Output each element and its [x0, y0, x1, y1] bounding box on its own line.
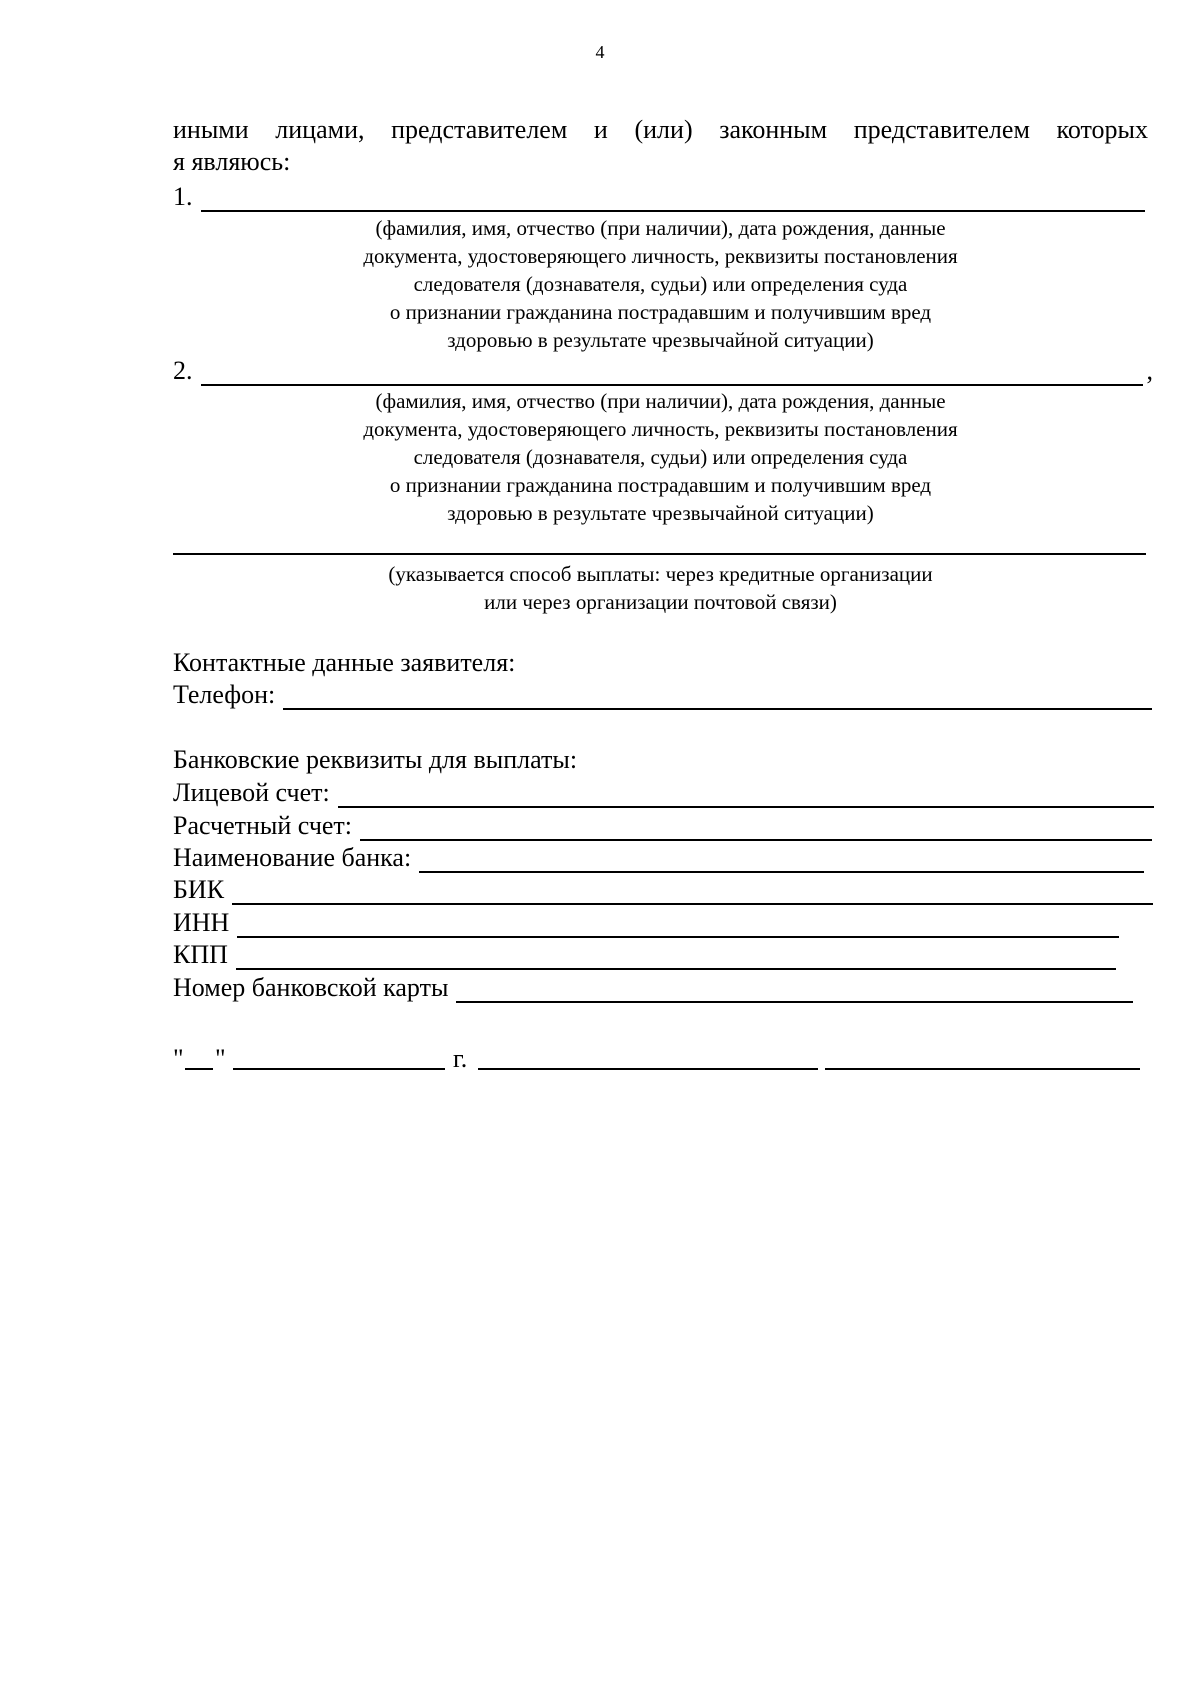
inn-input-line[interactable] [237, 914, 1119, 938]
caption-line: (фамилия, имя, отчество (при наличии), дата рождения, данные [375, 389, 946, 413]
contacts-title: Контактные данные заявителя: [173, 648, 516, 677]
caption-line: документа, удостоверяющего личность, реквизиты постановления [363, 417, 958, 441]
settlement-account-field [173, 809, 1152, 841]
bank-title: Банковские реквизиты для выплаты: [173, 745, 578, 774]
intro-line-1: иными лицами, представителем и (или) законным представителем которых [173, 115, 1148, 144]
phone-field [173, 678, 1152, 710]
personal-account-field [173, 776, 1154, 808]
person-2-trailing-comma: , [1146, 356, 1153, 385]
inn-field [173, 906, 1119, 938]
payment-method-caption [173, 560, 1148, 616]
person-1-field [173, 180, 1145, 212]
person-1-caption [173, 214, 1148, 354]
caption-line: следователя (дознавателя, судьи) или определения суда [413, 445, 908, 469]
intro-line-2: я являюсь: [173, 147, 291, 176]
kpp-field [173, 938, 1116, 970]
bank-name-label: Наименование банка: [173, 843, 412, 872]
settlement-account-input-line[interactable] [360, 817, 1152, 841]
intro-paragraph [173, 114, 1148, 178]
bik-field [173, 873, 1153, 905]
caption-line: (указывается способ выплаты: через кредитные организации [388, 562, 933, 586]
caption-line: или через организации почтовой связи) [484, 590, 837, 614]
person-2-number: 2. [173, 356, 193, 385]
personal-account-label: Лицевой счет: [173, 778, 330, 807]
card-number-field [173, 971, 1133, 1003]
name-input-line[interactable] [825, 1066, 1140, 1070]
caption-line: следователя (дознавателя, судьи) или определения суда [413, 272, 908, 296]
bik-label: БИК [173, 875, 225, 904]
date-signature-row [173, 1040, 1148, 1074]
caption-line: о признании гражданина пострадавшим и получившим вред [389, 473, 932, 497]
caption-line: о признании гражданина пострадавшим и получившим вред [389, 300, 932, 324]
settlement-account-label: Расчетный счет: [173, 811, 353, 840]
kpp-label: КПП [173, 940, 228, 969]
signature-input-line[interactable] [478, 1066, 818, 1070]
caption-line: (фамилия, имя, отчество (при наличии), дата рождения, данные [375, 216, 946, 240]
card-number-label: Номер банковской карты [173, 973, 449, 1002]
card-number-input-line[interactable] [456, 979, 1133, 1003]
caption-line: здоровью в результате чрезвычайной ситуации) [447, 501, 874, 525]
person-2-field [173, 354, 1153, 386]
day-quote-open: " [173, 1044, 184, 1073]
inn-label: ИНН [173, 908, 230, 937]
personal-account-input-line[interactable] [338, 784, 1154, 808]
phone-label: Телефон: [173, 680, 276, 709]
person-1-input-line[interactable] [201, 188, 1146, 212]
person-1-number: 1. [173, 182, 193, 211]
month-input-line[interactable] [233, 1066, 445, 1070]
page-number: 4 [595, 42, 605, 62]
caption-line: здоровью в результате чрезвычайной ситуации) [447, 328, 874, 352]
payment-method-input-line[interactable] [173, 553, 1146, 555]
bik-input-line[interactable] [232, 881, 1153, 905]
day-input-line[interactable] [185, 1066, 213, 1070]
day-quote-close: " [215, 1044, 226, 1073]
phone-input-line[interactable] [283, 686, 1152, 710]
bank-name-input-line[interactable] [419, 849, 1144, 873]
person-2-input-line[interactable] [201, 362, 1143, 386]
caption-line: документа, удостоверяющего личность, реквизиты постановления [363, 244, 958, 268]
bank-name-field [173, 841, 1144, 873]
kpp-input-line[interactable] [236, 946, 1116, 970]
person-2-caption [173, 387, 1148, 527]
year-suffix: г. [453, 1044, 468, 1073]
